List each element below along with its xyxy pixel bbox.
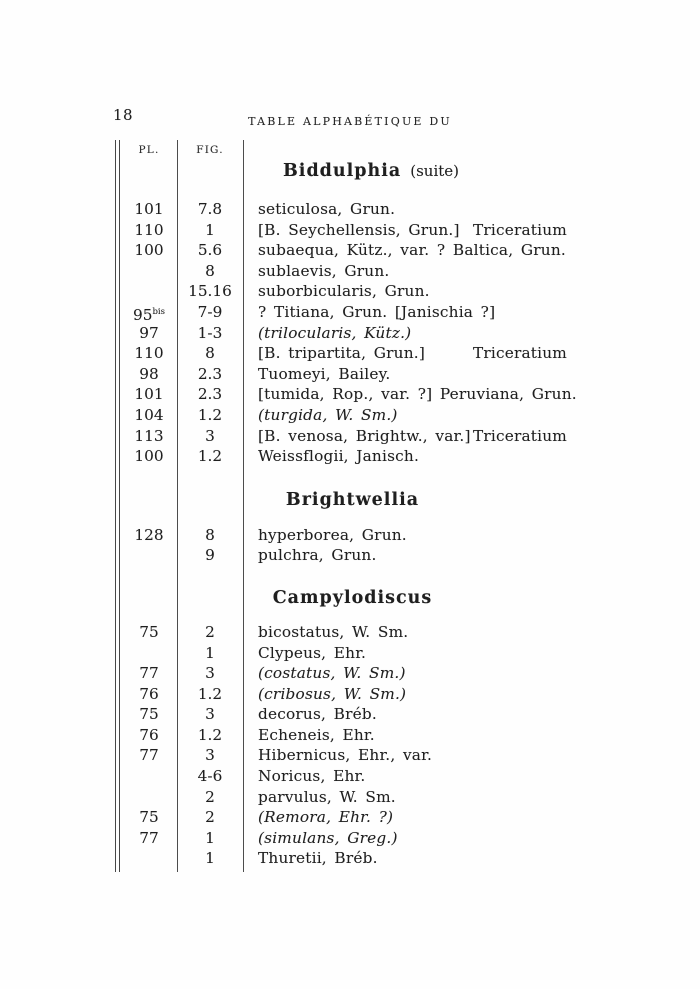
plate-number: 97 xyxy=(139,323,159,342)
pl-cell xyxy=(121,302,177,323)
fig-cell xyxy=(177,622,243,643)
table-row xyxy=(115,281,660,302)
table-row xyxy=(115,545,660,566)
table-row xyxy=(115,622,660,643)
table-row xyxy=(115,684,660,705)
table-row xyxy=(115,220,660,241)
name-cell xyxy=(243,220,660,241)
fig-cell xyxy=(177,684,243,705)
figure-number: 9 xyxy=(205,546,215,565)
pl-cell xyxy=(121,446,177,467)
figure-number: 2 xyxy=(205,622,215,641)
fig-cell xyxy=(177,787,243,808)
species-name: bicostatus, W. Sm. xyxy=(258,622,409,641)
name-cell xyxy=(243,725,660,746)
pl-cell xyxy=(121,704,177,725)
name-cell xyxy=(243,240,660,261)
pl-cell xyxy=(121,848,177,869)
table-row xyxy=(115,787,660,808)
name-cell xyxy=(243,323,660,344)
fig-cell xyxy=(177,426,243,447)
figure-number: 3 xyxy=(205,664,215,683)
plate-number: 76 xyxy=(139,684,159,703)
figure-number: 1.2 xyxy=(197,405,223,424)
pl-cell xyxy=(121,787,177,808)
fig-cell xyxy=(177,766,243,787)
cross-reference-genus: Triceratium xyxy=(472,426,567,445)
pl-cell xyxy=(121,405,177,426)
pl-cell xyxy=(121,364,177,385)
figure-number: 1-3 xyxy=(197,323,223,342)
figure-number: 8 xyxy=(205,261,215,280)
plate-number-superscript: bis xyxy=(152,306,165,317)
figure-number: 3 xyxy=(205,426,215,445)
figure-number: 3 xyxy=(205,705,215,724)
cross-reference-genus: Triceratium xyxy=(472,220,567,239)
figure-number: 7-9 xyxy=(197,302,223,321)
table-row xyxy=(115,525,660,546)
plate-number: 75 xyxy=(139,622,159,641)
fig-cell xyxy=(177,281,243,302)
pl-cell xyxy=(121,220,177,241)
figure-number: 5.6 xyxy=(197,241,223,260)
table-row xyxy=(115,745,660,766)
name-cell xyxy=(243,745,660,766)
pl-cell xyxy=(121,240,177,261)
pl-cell xyxy=(121,622,177,643)
fig-cell xyxy=(177,343,243,364)
fig-cell xyxy=(177,364,243,385)
species-name: seticulosa, Grun. xyxy=(258,200,396,218)
fig-cell xyxy=(177,323,243,344)
species-name: [B. Seychellensis, Grun.] xyxy=(258,220,460,239)
fig-cell xyxy=(177,384,243,405)
figure-number: 1.2 xyxy=(197,725,223,744)
pl-cell xyxy=(121,643,177,664)
fig-cell xyxy=(177,725,243,746)
species-name: Noricus, Ehr. xyxy=(258,767,366,786)
species-name: suborbicularis, Grun. xyxy=(258,282,430,301)
fig-cell xyxy=(177,302,243,323)
fig-cell xyxy=(177,848,243,869)
table-row xyxy=(115,807,660,828)
pl-cell xyxy=(121,725,177,746)
name-cell xyxy=(243,199,660,220)
name-cell xyxy=(243,704,660,725)
name-cell xyxy=(243,281,660,302)
plate-number: 77 xyxy=(139,828,159,847)
figure-number: 8 xyxy=(205,525,215,544)
table-row xyxy=(115,663,660,684)
name-cell xyxy=(243,364,660,385)
pl-cell xyxy=(121,663,177,684)
figure-number: 2 xyxy=(205,808,215,827)
fig-cell xyxy=(177,446,243,467)
table-row xyxy=(115,199,660,220)
fig-cell xyxy=(177,704,243,725)
name-cell xyxy=(243,766,660,787)
plate-number: 77 xyxy=(139,746,159,765)
table-sections xyxy=(115,140,660,869)
species-name: pulchra, Grun. xyxy=(258,546,377,565)
species-name: Tuomeyi, Bailey. xyxy=(258,364,391,383)
figure-number: 8 xyxy=(205,344,215,363)
running-title: TABLE ALPHABÉTIQUE DU xyxy=(248,115,452,128)
name-cell xyxy=(243,663,660,684)
table-row xyxy=(115,725,660,746)
pl-cell xyxy=(121,525,177,546)
name-cell xyxy=(243,343,660,364)
section-rows xyxy=(115,622,660,869)
table-row xyxy=(115,766,660,787)
plate-number: 100 xyxy=(134,241,164,260)
table-row xyxy=(115,828,660,849)
name-cell xyxy=(243,848,660,869)
name-cell xyxy=(243,525,660,546)
fig-cell xyxy=(177,643,243,664)
table-row xyxy=(115,643,660,664)
plate-number: 75 xyxy=(139,705,159,724)
species-name: hyperborea, Grun. xyxy=(258,525,407,544)
fig-cell xyxy=(177,807,243,828)
figure-number: 15.16 xyxy=(188,282,232,301)
table-row xyxy=(115,848,660,869)
plate-number: 104 xyxy=(134,405,164,424)
pl-cell xyxy=(121,199,177,220)
section-heading xyxy=(115,160,627,182)
pl-cell xyxy=(121,828,177,849)
pl-cell xyxy=(121,766,177,787)
pl-cell xyxy=(121,261,177,282)
fig-cell xyxy=(177,745,243,766)
name-cell xyxy=(243,545,660,566)
table-row xyxy=(115,323,660,344)
name-cell xyxy=(243,643,660,664)
table-row xyxy=(115,405,660,426)
figure-number: 1 xyxy=(205,849,215,868)
name-cell xyxy=(243,426,660,447)
species-name: parvulus, W. Sm. xyxy=(258,787,396,806)
plate-number: 128 xyxy=(134,525,164,544)
fig-cell xyxy=(177,220,243,241)
section-heading xyxy=(115,587,590,609)
section-rows xyxy=(115,525,660,566)
plate-number: 75 xyxy=(139,808,159,827)
species-name: [tumida, Rop., var. ?] Peruviana, Grun. xyxy=(258,385,577,404)
plate-number: 100 xyxy=(134,447,164,466)
name-cell xyxy=(243,405,660,426)
pl-cell xyxy=(121,384,177,405)
pl-cell xyxy=(121,807,177,828)
species-name: Hibernicus, Ehr., var. xyxy=(258,746,433,765)
species-name: (trilocularis, Kütz.) xyxy=(258,323,412,342)
genus-name: Campylodiscus xyxy=(272,587,433,608)
species-name: (cribosus, W. Sm.) xyxy=(258,684,407,703)
table-row xyxy=(115,343,660,364)
species-name: (costatus, W. Sm.) xyxy=(258,664,406,683)
table-row xyxy=(115,364,660,385)
figure-number: 1.2 xyxy=(197,684,223,703)
name-cell xyxy=(243,787,660,808)
species-name: decorus, Bréb. xyxy=(258,705,377,724)
fig-cell xyxy=(177,240,243,261)
figure-number: 2.3 xyxy=(197,385,223,404)
name-cell xyxy=(243,302,660,323)
plate-number: 77 xyxy=(139,664,159,683)
section-rows xyxy=(115,199,660,467)
plate-number: 101 xyxy=(134,200,164,218)
pl-cell xyxy=(121,323,177,344)
name-cell xyxy=(243,446,660,467)
pl-cell xyxy=(121,281,177,302)
species-name: subaequa, Kütz., var. ? Baltica, Grun. xyxy=(258,241,566,260)
fig-cell xyxy=(177,199,243,220)
figure-number: 1.2 xyxy=(197,447,223,466)
table-section xyxy=(115,587,660,869)
pl-cell xyxy=(121,343,177,364)
pl-cell xyxy=(121,426,177,447)
name-cell xyxy=(243,384,660,405)
plate-number: 101 xyxy=(134,385,164,404)
fig-cell xyxy=(177,663,243,684)
genus-name: Brightwellia xyxy=(285,489,420,510)
pl-cell xyxy=(121,745,177,766)
plate-number: 76 xyxy=(139,725,159,744)
figure-number: 2 xyxy=(205,787,215,806)
species-name: (Remora, Ehr. ?) xyxy=(258,808,394,827)
page-number: 18 xyxy=(113,106,134,124)
name-cell xyxy=(243,807,660,828)
table-row xyxy=(115,446,660,467)
figure-number: 1 xyxy=(205,828,215,847)
table-row xyxy=(115,261,660,282)
name-cell xyxy=(243,622,660,643)
figure-number: 3 xyxy=(205,746,215,765)
species-name: (simulans, Greg.) xyxy=(258,828,398,847)
table-row xyxy=(115,384,660,405)
plate-number: 110 xyxy=(134,344,164,363)
species-name: Weissflogii, Janisch. xyxy=(258,447,420,466)
species-name: Clypeus, Ehr. xyxy=(258,643,367,662)
cross-reference-genus: Triceratium xyxy=(472,344,567,363)
figure-number: 7.8 xyxy=(197,200,223,218)
table-section xyxy=(115,160,660,467)
name-cell xyxy=(243,684,660,705)
species-name: sublaevis, Grun. xyxy=(258,261,390,280)
species-name: ? Titiana, Grun. [Janischia ?] xyxy=(258,302,496,321)
pl-cell xyxy=(121,684,177,705)
species-name: (turgida, W. Sm.) xyxy=(258,405,398,424)
species-name: [B. venosa, Brightw., var.] xyxy=(258,426,471,445)
row-spacer xyxy=(460,220,473,241)
plate-number: 98 xyxy=(139,364,159,383)
table-section xyxy=(115,489,660,566)
figure-number: 1 xyxy=(205,220,215,239)
section-heading xyxy=(115,489,590,511)
species-name: Echeneis, Ehr. xyxy=(258,725,375,744)
row-spacer xyxy=(425,343,473,364)
genus-name: Biddulphia xyxy=(283,161,402,181)
fig-cell xyxy=(177,405,243,426)
name-cell xyxy=(243,828,660,849)
fig-cell xyxy=(177,545,243,566)
plate-number: 113 xyxy=(134,426,164,445)
fig-cell xyxy=(177,525,243,546)
fig-cell xyxy=(177,828,243,849)
name-cell xyxy=(243,261,660,282)
section-heading-suffix: (suite) xyxy=(410,162,459,180)
plate-number: 110 xyxy=(134,220,164,239)
figure-number: 2.3 xyxy=(197,364,223,383)
table-row xyxy=(115,240,660,261)
figure-number: 1 xyxy=(205,643,215,662)
figure-number: 4-6 xyxy=(197,767,223,786)
table-row xyxy=(115,704,660,725)
column-header-pl: PL. xyxy=(138,144,160,156)
plate-number: 95 xyxy=(133,306,153,325)
pl-cell xyxy=(121,545,177,566)
species-name: Thuretii, Bréb. xyxy=(258,849,378,868)
fig-cell xyxy=(177,261,243,282)
species-name: [B. tripartita, Grun.] xyxy=(258,344,426,363)
column-header-fig: FIG. xyxy=(196,144,224,156)
table-row xyxy=(115,302,660,323)
table-row xyxy=(115,426,660,447)
